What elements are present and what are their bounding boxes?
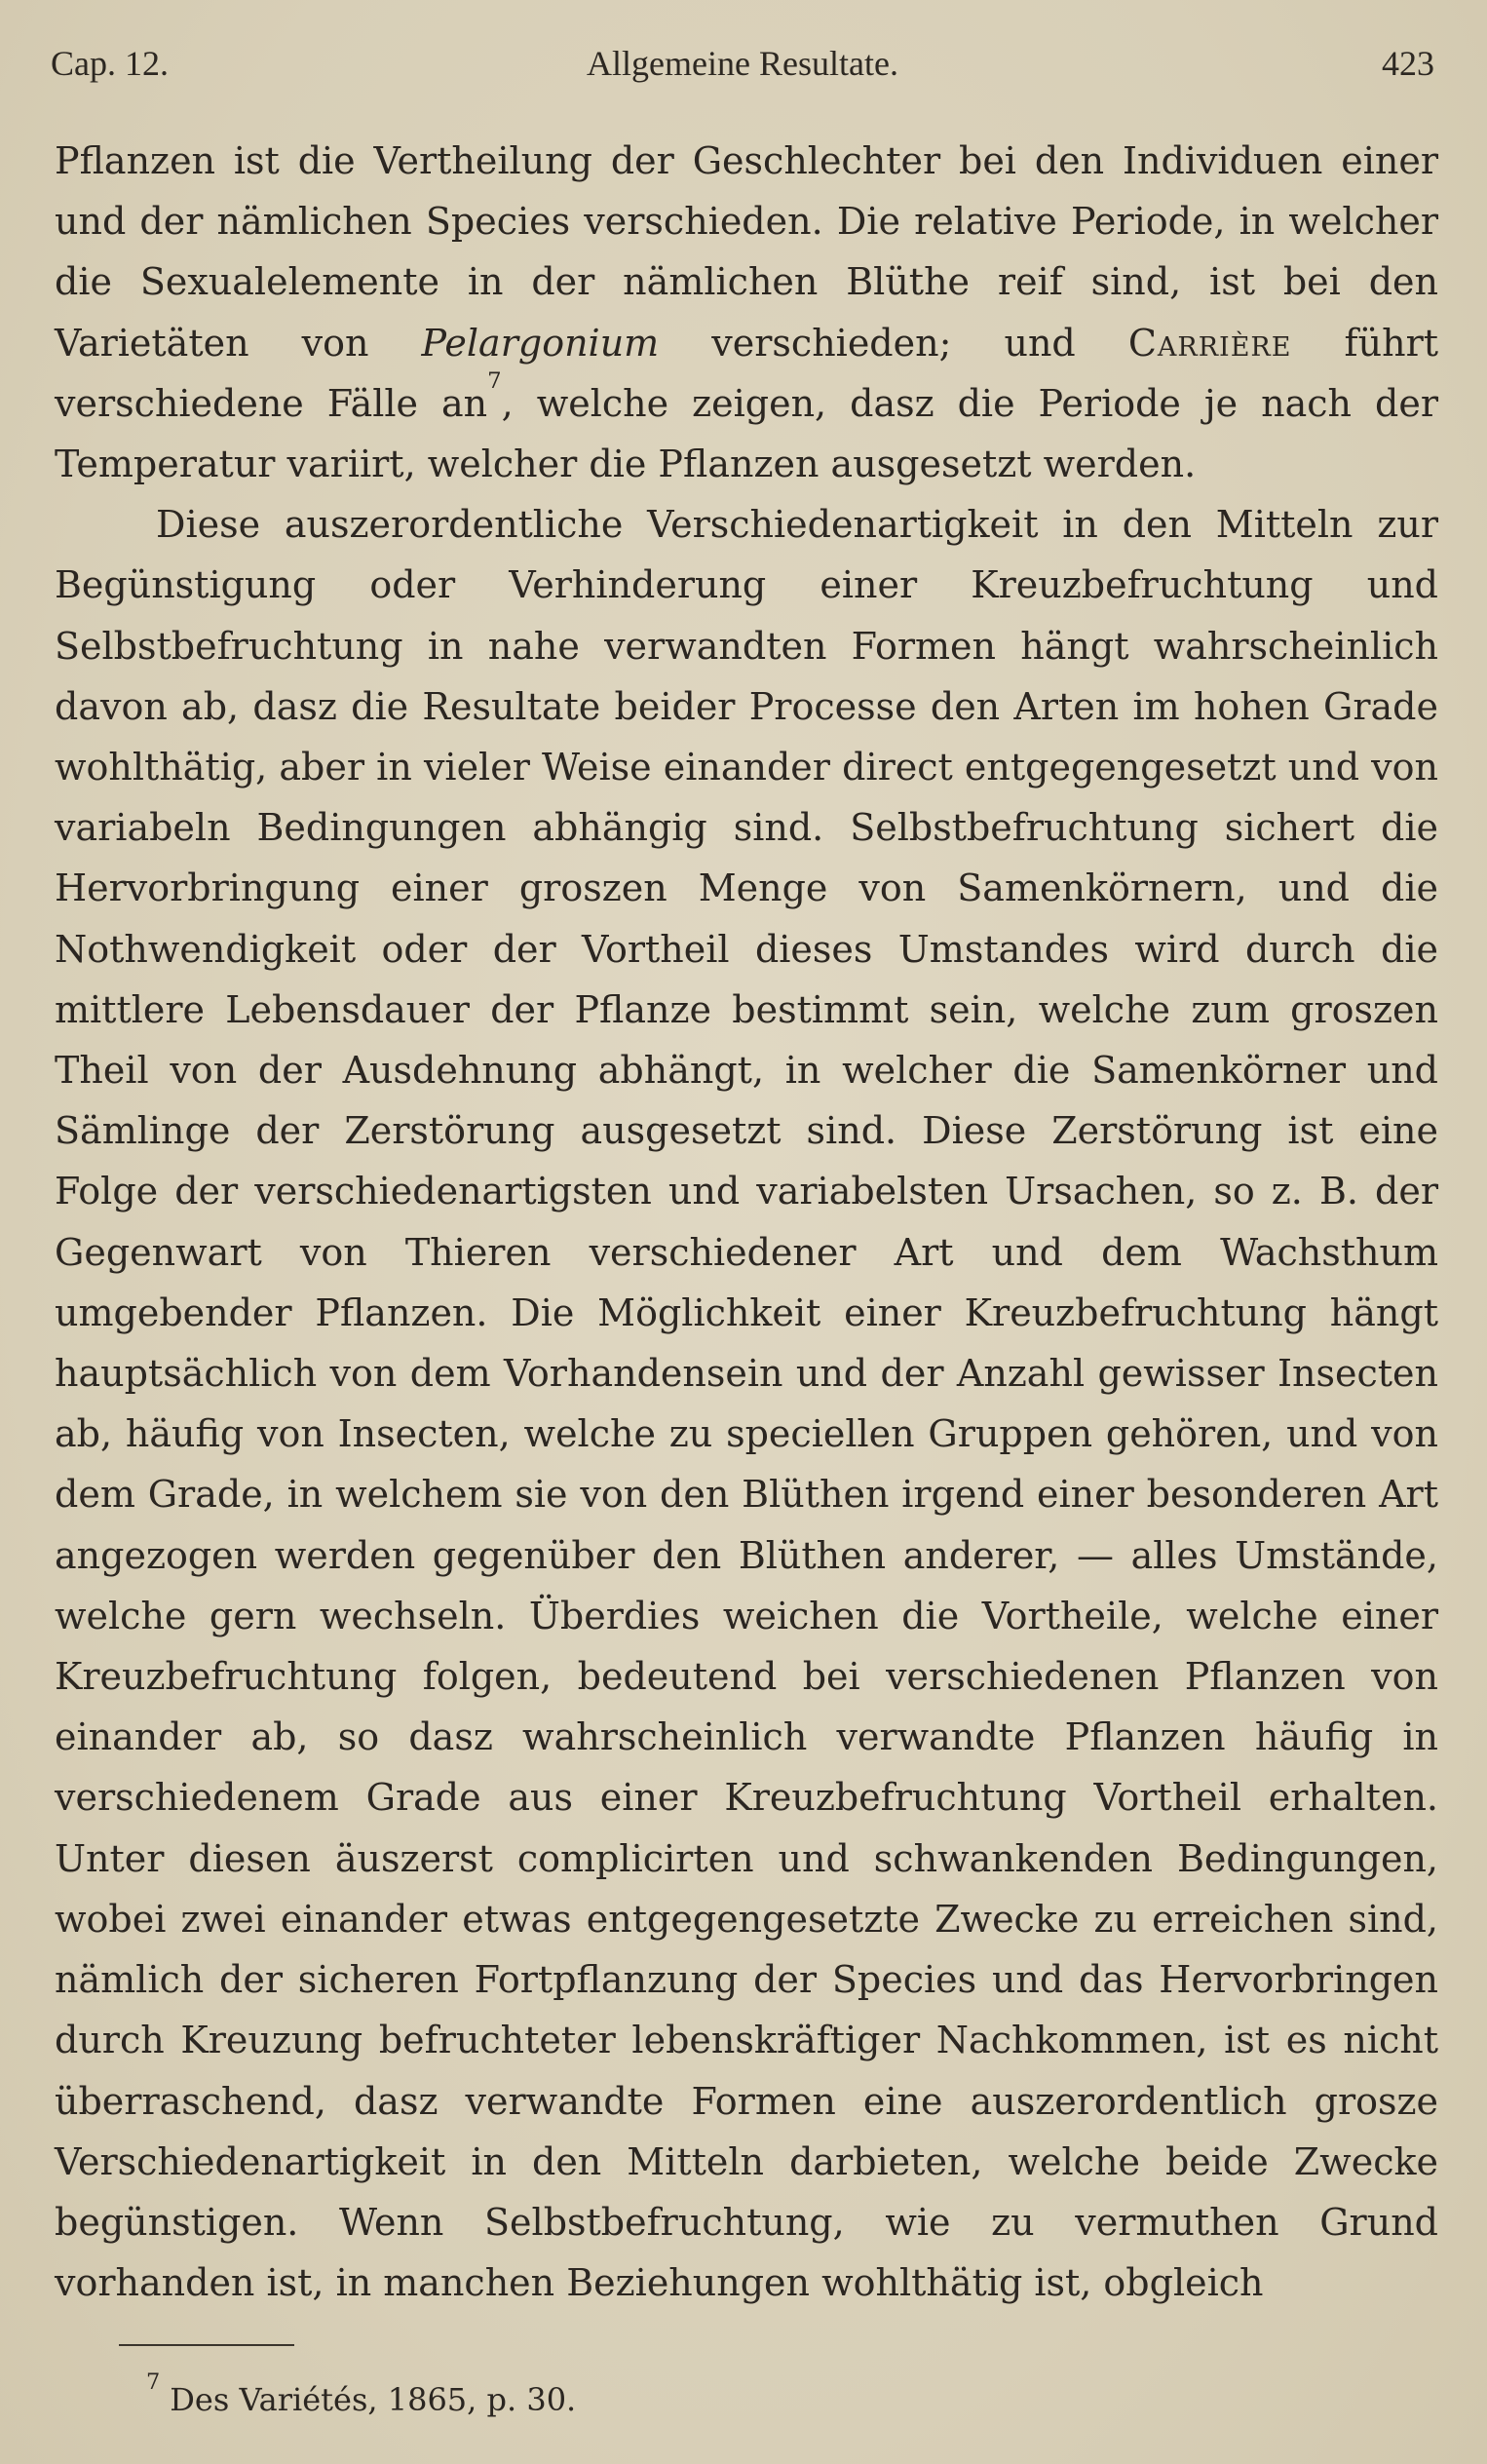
paragraph-1 xyxy=(55,131,1438,494)
author-name: Carrière xyxy=(1127,321,1292,365)
body-text xyxy=(55,131,1438,2313)
footnote-reference[interactable]: 7 xyxy=(487,367,502,394)
paragraph-2: Diese auszerordentliche Verschiedenartigkeit in den Mitteln zur Begünstigung oder Verhinderung einer Kreuzbefruchtung und Selbstbefruchtung in nahe verwandten Formen hängt wahrscheinlich davon ab, dasz die Resultate beider Processe den Arten im hohen Grade wohlthätig, aber in vieler Weise einander direct entgegengesetzt und von variabeln Bedingungen abhängig sind. Selbstbefruchtung sichert die Hervorbringung einer groszen Menge von Samenkörnern, und die Nothwendigkeit oder der Vortheil dieses Umstandes wird durch die mittlere Lebensdauer der Pflanze bestimmt sein, welche zum groszen Theil von der Ausdehnung abhängt, in welcher die Samenkörner und Sämlinge der Zerstörung ausgesetzt sind. Diese Zerstörung ist eine Folge der verschiedenartigsten und variabelsten Ursachen, so z. B. der Gegenwart von Thieren verschiedener Art und dem Wachsthum umgebender Pflanzen. Die Möglichkeit einer Kreuzbefruchtung hängt hauptsächlich von dem Vorhandensein und der Anzahl gewisser Insecten ab, häufig von Insecten, welche zu speciellen Gruppen gehören, und von dem Grade, in welchem sie von den Blüthen irgend einer besonderen Art angezogen werden gegenüber den Blüthen anderer, — alles Umstände, welche gern wechseln. Überdies weichen die Vortheile, welche einer Kreuzbefruchtung folgen, bedeutend bei verschiedenen Pflanzen von einander ab, so dasz wahrscheinlich verwandte Pflanzen häufig in verschiedenem Grade aus einer Kreuzbefruchtung Vortheil erhalten. Unter diesen äuszerst complicirten und schwankenden Bedingungen, wobei zwei einander etwas entgegengesetzte Zwecke zu erreichen sind, nämlich der sicheren Fortpflanzung der Species und das Hervorbringen durch Kreuzung befruchteter lebenskräftiger Nachkommen, ist es nicht überraschend, dasz verwandte Formen eine auszerordentlich grosze Verschiedenartigkeit in den Mitteln darbieten, welche beide Zwecke begünstigen. Wenn Selbstbefruchtung, wie zu vermuthen Grund vorhanden ist, in manchen Beziehungen wohlthätig ist, obgleich xyxy=(55,503,1438,2305)
chapter-label: Cap. 12. xyxy=(51,44,169,83)
section-title: Allgemeine Resultate. xyxy=(587,44,898,83)
footnote-marker: 7 xyxy=(146,2369,161,2395)
footnote-text: Des Variétés, 1865, p. 30. xyxy=(170,2381,577,2418)
footnote-divider xyxy=(119,2344,294,2346)
paragraph-1-part-d: , welche zeigen, dasz die Periode je nach der Temperatur variirt, welcher die Pflanzen ausgesetzt werden. xyxy=(55,381,1438,486)
footnote xyxy=(146,2369,577,2421)
page-number: 423 xyxy=(1382,44,1434,83)
genus-name: Pelargonium xyxy=(421,321,660,365)
paragraph-1-part-b: verschieden; und xyxy=(659,321,1128,365)
paragraph-1-part-c: führt verschiedene Fälle an xyxy=(55,321,1439,425)
paragraph-1-part-a: Pflanzen ist die Vertheilung der Geschlechter bei den Individuen einer und der nämlichen Species verschieden. Die relative Periode, in welcher die Sexualelemente in der nämlichen Blüthe reif sind, ist bei den Varietäten von xyxy=(55,139,1438,365)
running-header xyxy=(51,39,1434,88)
